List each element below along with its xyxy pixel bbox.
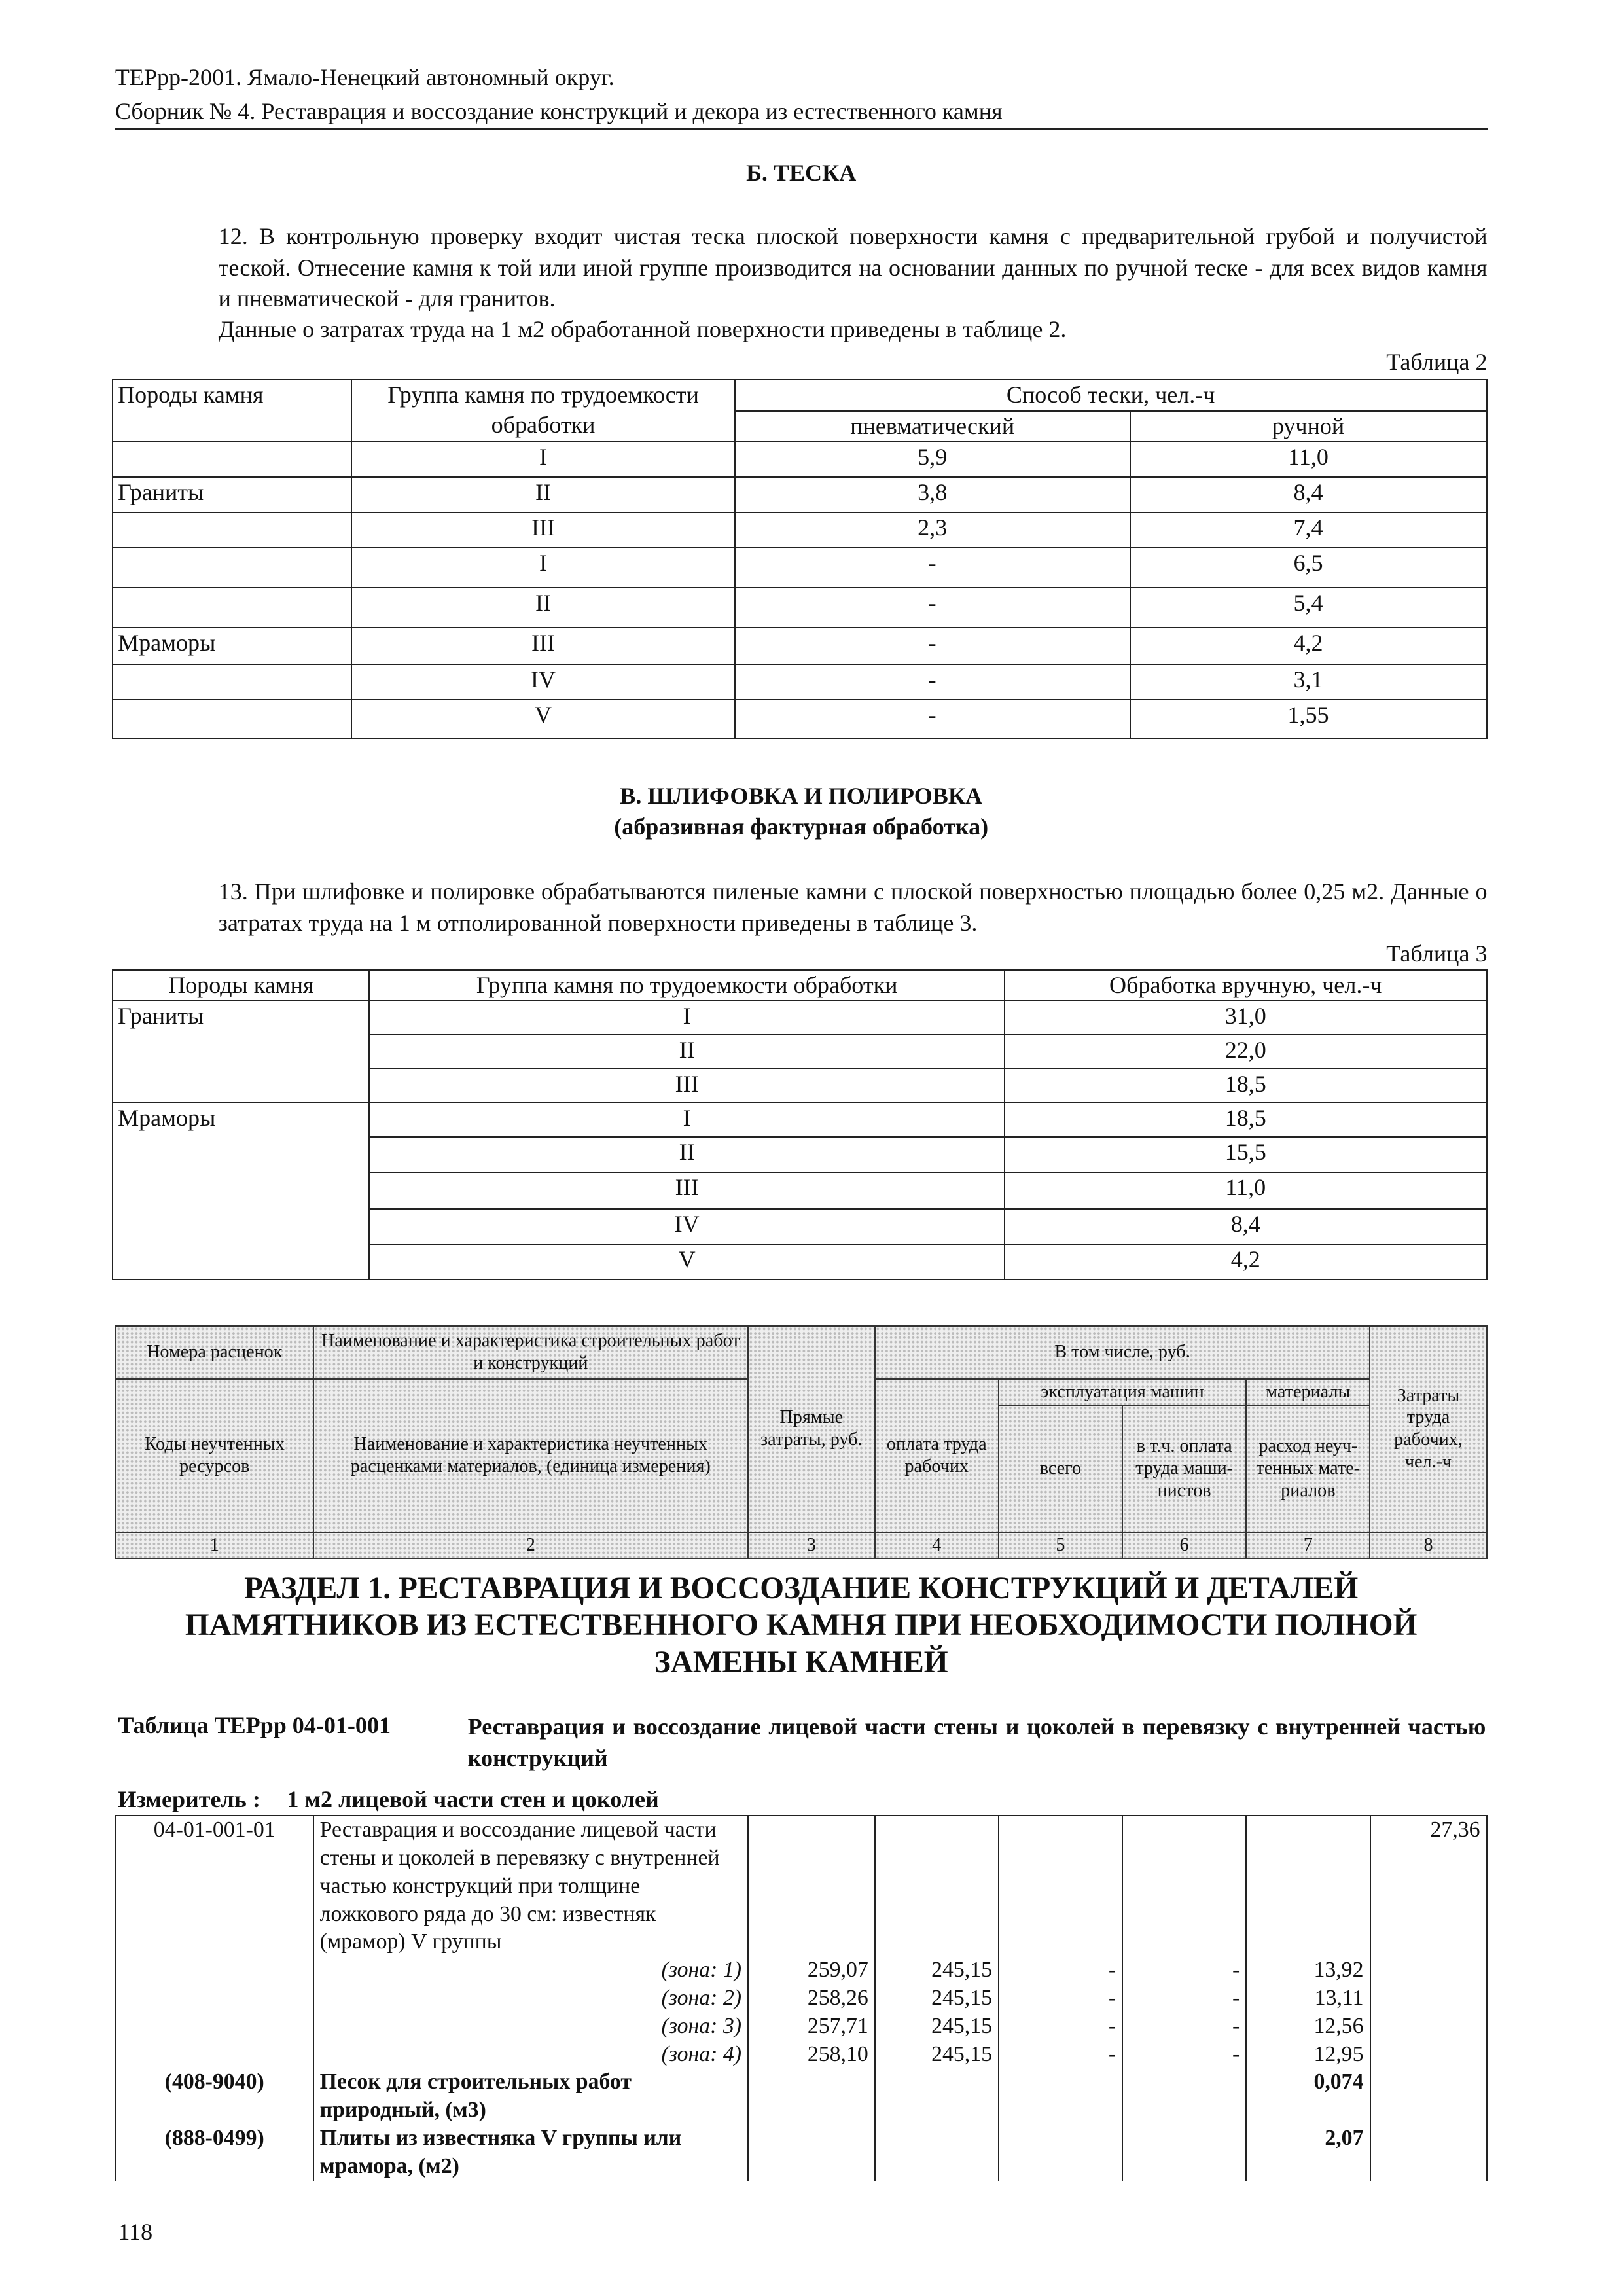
running-header-line-2: Сборник № 4. Реставрация и воссоздание конструкций и декора из естественного камня <box>115 98 1003 124</box>
t2-header-pneumatic: пневматический <box>735 411 1130 442</box>
table-cell: - <box>999 1984 1122 2013</box>
table-cell: 31,0 <box>1005 1001 1487 1035</box>
table-cell: 15,5 <box>1005 1137 1487 1172</box>
table-cell: 12,95 <box>1246 2041 1370 2069</box>
table-cell <box>113 442 351 477</box>
table-cell: 6,5 <box>1130 548 1487 588</box>
col-machinist-pay: в т.ч. оплата труда маши-нистов <box>1122 1405 1246 1532</box>
table-cell: III <box>369 1069 1005 1103</box>
table-cell <box>116 2041 313 2069</box>
table-cell: 8,4 <box>1130 477 1487 512</box>
resource-code: (888-0499) <box>116 2125 313 2181</box>
table-cell: 13,92 <box>1246 1956 1370 1984</box>
table-cell: Граниты <box>113 477 351 512</box>
table-cell: III <box>351 512 735 548</box>
col-works-name: Наименование и характеристика строительных работ и конструкций <box>313 1326 748 1379</box>
col-number: 1 <box>116 1532 313 1558</box>
resource-name: Песок для строительных работ природный, (м3) <box>313 2068 748 2125</box>
table-cell <box>113 664 351 700</box>
table-cell: 3,1 <box>1130 664 1487 700</box>
table-cell: 4,2 <box>1130 628 1487 664</box>
table-2 <box>112 379 1487 738</box>
table-cell: - <box>735 588 1130 628</box>
t3-header-hand: Обработка вручную, чел.-ч <box>1005 970 1487 1001</box>
table-cell: 5,4 <box>1130 588 1487 628</box>
paragraph-13: 13. При шлифовке и полировке обрабатываются пиленые камни с плоской поверхностью площадью более 0,25 м2. Данные о затратах труда на 1 м отполированной поверхности приведены в таблице 3. <box>218 878 1488 936</box>
table-cell <box>113 548 351 588</box>
table-cell: - <box>735 628 1130 664</box>
table-cell: 245,15 <box>875 1956 999 1984</box>
table-2-caption: Таблица 2 <box>1386 349 1488 376</box>
table-cell <box>1370 2013 1487 2041</box>
col-number: 7 <box>1246 1532 1370 1558</box>
col-materials: материалы <box>1246 1379 1370 1405</box>
table-cell: - <box>1122 2013 1246 2041</box>
table-cell: 8,4 <box>1005 1209 1487 1244</box>
col-price-numbers: Номера расценок <box>116 1326 313 1379</box>
table-cell <box>1122 2125 1246 2181</box>
table-cell: Мраморы <box>113 628 351 664</box>
table-cell: 5,9 <box>735 442 1130 477</box>
t2-header-method: Способ тески, чел.-ч <box>735 380 1487 410</box>
table-cell: 12,56 <box>1246 2013 1370 2041</box>
price-description: Реставрация и воссоздание лицевой части стены и цоколей в перевязку с внутренней частью конструкций при толщине ложкового ряда до 30 см: известняк (мрамор) V группы <box>313 1816 748 1956</box>
table-cell <box>116 2013 313 2041</box>
measure-value: 1 м2 лицевой части стен и цоколей <box>287 1785 659 1812</box>
table-cell <box>116 1984 313 2013</box>
table-cell: I <box>351 548 735 588</box>
col-machines: эксплуатация машин <box>999 1379 1246 1405</box>
running-header-line-1: ТЕРрр-2001. Ямало-Ненецкий автономный округ. <box>115 63 615 90</box>
t3-header-rock: Породы камня <box>113 970 369 1001</box>
table-cell <box>875 1816 999 1956</box>
header-rule <box>115 128 1488 130</box>
table-cell <box>1370 2068 1487 2125</box>
table-cell: III <box>369 1172 1005 1209</box>
table-cell: Граниты <box>113 1001 369 1103</box>
resource-quantity: 2,07 <box>1246 2125 1370 2181</box>
measure-label: Измеритель : <box>118 1785 260 1812</box>
table-cell: - <box>1122 1984 1246 2013</box>
table-cell: 4,2 <box>1005 1244 1487 1280</box>
table-name: Реставрация и воссоздание лицевой части стены и цоколей в перевязку с внутренней частью конструкций <box>467 1713 1486 1771</box>
table-cell <box>116 1956 313 1984</box>
table-cell: V <box>369 1244 1005 1280</box>
col-number: 4 <box>875 1532 999 1558</box>
paragraph-12: 12. В контрольную проверку входит чистая теска плоской поверхности камня с предварительной грубой и получистой теской. Отнесение камня к той или иной группе производится на основании данных по ручной теске - для всех видов камня и пневматической - для гранитов. <box>218 223 1488 312</box>
table-cell: - <box>735 664 1130 700</box>
page-number: 118 <box>118 2218 153 2245</box>
table-cell: - <box>1122 1956 1246 1984</box>
section-1-title: РАЗДЕЛ 1. РЕСТАВРАЦИЯ И ВОССОЗДАНИЕ КОНСТРУКЦИЙ И ДЕТАЛЕЙ ПАМЯТНИКОВ ИЗ ЕСТЕСТВЕННОГО КАМНЯ ПРИ НЕОБХОДИМОСТИ ПОЛНОЙ ЗАМЕНЫ КАМНЕЙ <box>185 1571 1418 1679</box>
table-code: Таблица ТЕРрр 04-01-001 <box>118 1712 391 1739</box>
table-cell: - <box>999 2013 1122 2041</box>
table-cell: Мраморы <box>113 1103 369 1280</box>
table-cell: I <box>351 442 735 477</box>
col-machines-total: всего <box>999 1405 1122 1532</box>
col-labor-costs: Затраты труда рабочих, чел.-ч <box>1370 1326 1486 1532</box>
table-cell: 7,4 <box>1130 512 1487 548</box>
table-3 <box>112 969 1487 1280</box>
section-v-title: В. ШЛИФОВКА И ПОЛИРОВКА <box>620 782 983 809</box>
table-cell: II <box>369 1035 1005 1069</box>
table-cell: 3,8 <box>735 477 1130 512</box>
zone-label: (зона: 2) <box>313 1984 748 2013</box>
t2-header-rock: Породы камня <box>113 380 351 441</box>
section-b-paragraph <box>115 221 1488 345</box>
section-v-paragraph <box>115 876 1488 939</box>
table-cell: 1,55 <box>1130 700 1487 738</box>
table-cell <box>1370 2125 1487 2181</box>
table-cell: - <box>1122 2041 1246 2069</box>
table-cell: 258,10 <box>748 2041 875 2069</box>
table-cell: V <box>351 700 735 738</box>
section-b-title: Б. ТЕСКА <box>746 160 857 187</box>
table-cell <box>1370 2041 1487 2069</box>
table-cell: 257,71 <box>748 2013 875 2041</box>
table-cell: 11,0 <box>1005 1172 1487 1209</box>
table-cell: 18,5 <box>1005 1103 1487 1137</box>
table-cell: II <box>351 588 735 628</box>
table-cell <box>113 700 351 738</box>
table-cell: 245,15 <box>875 1984 999 2013</box>
column-header-table <box>115 1325 1488 1560</box>
col-unaccounted-materials: расход неуч-тенных мате-риалов <box>1246 1405 1370 1532</box>
table-cell: 258,26 <box>748 1984 875 2013</box>
zone-label: (зона: 3) <box>313 2013 748 2041</box>
col-direct-costs: Прямые затраты, руб. <box>748 1326 875 1532</box>
table-cell: I <box>369 1001 1005 1035</box>
table-cell: I <box>369 1103 1005 1137</box>
col-number: 6 <box>1122 1532 1246 1558</box>
table-cell: - <box>735 700 1130 738</box>
zone-label: (зона: 4) <box>313 2041 748 2069</box>
table-cell <box>748 1816 875 1956</box>
resource-name: Плиты из известняка V группы или мрамора, (м2) <box>313 2125 748 2181</box>
table-cell: 11,0 <box>1130 442 1487 477</box>
col-resource-codes: Коды неучтенных ресурсов <box>116 1379 313 1532</box>
section-v-subtitle: (абразивная фактурная обработка) <box>614 814 989 840</box>
table-cell <box>748 2068 875 2125</box>
table-cell: III <box>351 628 735 664</box>
table-cell <box>875 2068 999 2125</box>
table-cell <box>875 2125 999 2181</box>
paragraph-data-ref: Данные о затратах труда на 1 м2 обработанной поверхности приведены в таблице 2. <box>218 316 1067 343</box>
table-cell: - <box>999 1956 1122 1984</box>
col-number: 8 <box>1370 1532 1486 1558</box>
table-cell <box>748 2125 875 2181</box>
table-cell <box>113 588 351 628</box>
col-worker-pay: оплата труда рабочих <box>875 1379 999 1532</box>
table-cell <box>1246 1816 1370 1956</box>
table-cell <box>1122 1816 1246 1956</box>
table-cell: 18,5 <box>1005 1069 1487 1103</box>
col-number: 3 <box>748 1532 875 1558</box>
table-cell <box>113 512 351 548</box>
table-cell: II <box>351 477 735 512</box>
table-cell <box>999 2125 1122 2181</box>
measure-line <box>118 1785 658 1813</box>
table-cell: II <box>369 1137 1005 1172</box>
table-cell: - <box>735 548 1130 588</box>
table-cell <box>1370 1956 1487 1984</box>
t2-header-hand: ручной <box>1130 411 1487 442</box>
table-cell: - <box>999 2041 1122 2069</box>
resource-quantity: 0,074 <box>1246 2068 1370 2125</box>
price-table <box>115 1815 1488 2181</box>
table-cell <box>999 2068 1122 2125</box>
table-cell: 245,15 <box>875 2013 999 2041</box>
col-including: В том числе, руб. <box>875 1326 1370 1379</box>
table-cell <box>999 1816 1122 1956</box>
table-cell: IV <box>369 1209 1005 1244</box>
t3-header-group: Группа камня по трудоемкости обработки <box>369 970 1005 1001</box>
col-materials-name: Наименование и характеристика неучтенных расценками материалов, (единица измерения) <box>313 1379 748 1532</box>
table-cell <box>1370 1984 1487 2013</box>
col-number: 2 <box>313 1532 748 1558</box>
resource-code: (408-9040) <box>116 2068 313 2125</box>
table-cell: 22,0 <box>1005 1035 1487 1069</box>
table-cell: IV <box>351 664 735 700</box>
table-cell <box>1122 2068 1246 2125</box>
price-code: 04-01-001-01 <box>116 1816 313 1956</box>
zone-label: (зона: 1) <box>313 1956 748 1984</box>
table-3-caption: Таблица 3 <box>1386 941 1488 967</box>
table-cell: 2,3 <box>735 512 1130 548</box>
col-number: 5 <box>999 1532 1122 1558</box>
t2-header-group: Группа камня по трудоемкости обработки <box>351 380 735 441</box>
table-cell: 245,15 <box>875 2041 999 2069</box>
table-cell: 13,11 <box>1246 1984 1370 2013</box>
price-labor: 27,36 <box>1370 1816 1487 1956</box>
table-cell: 259,07 <box>748 1956 875 1984</box>
